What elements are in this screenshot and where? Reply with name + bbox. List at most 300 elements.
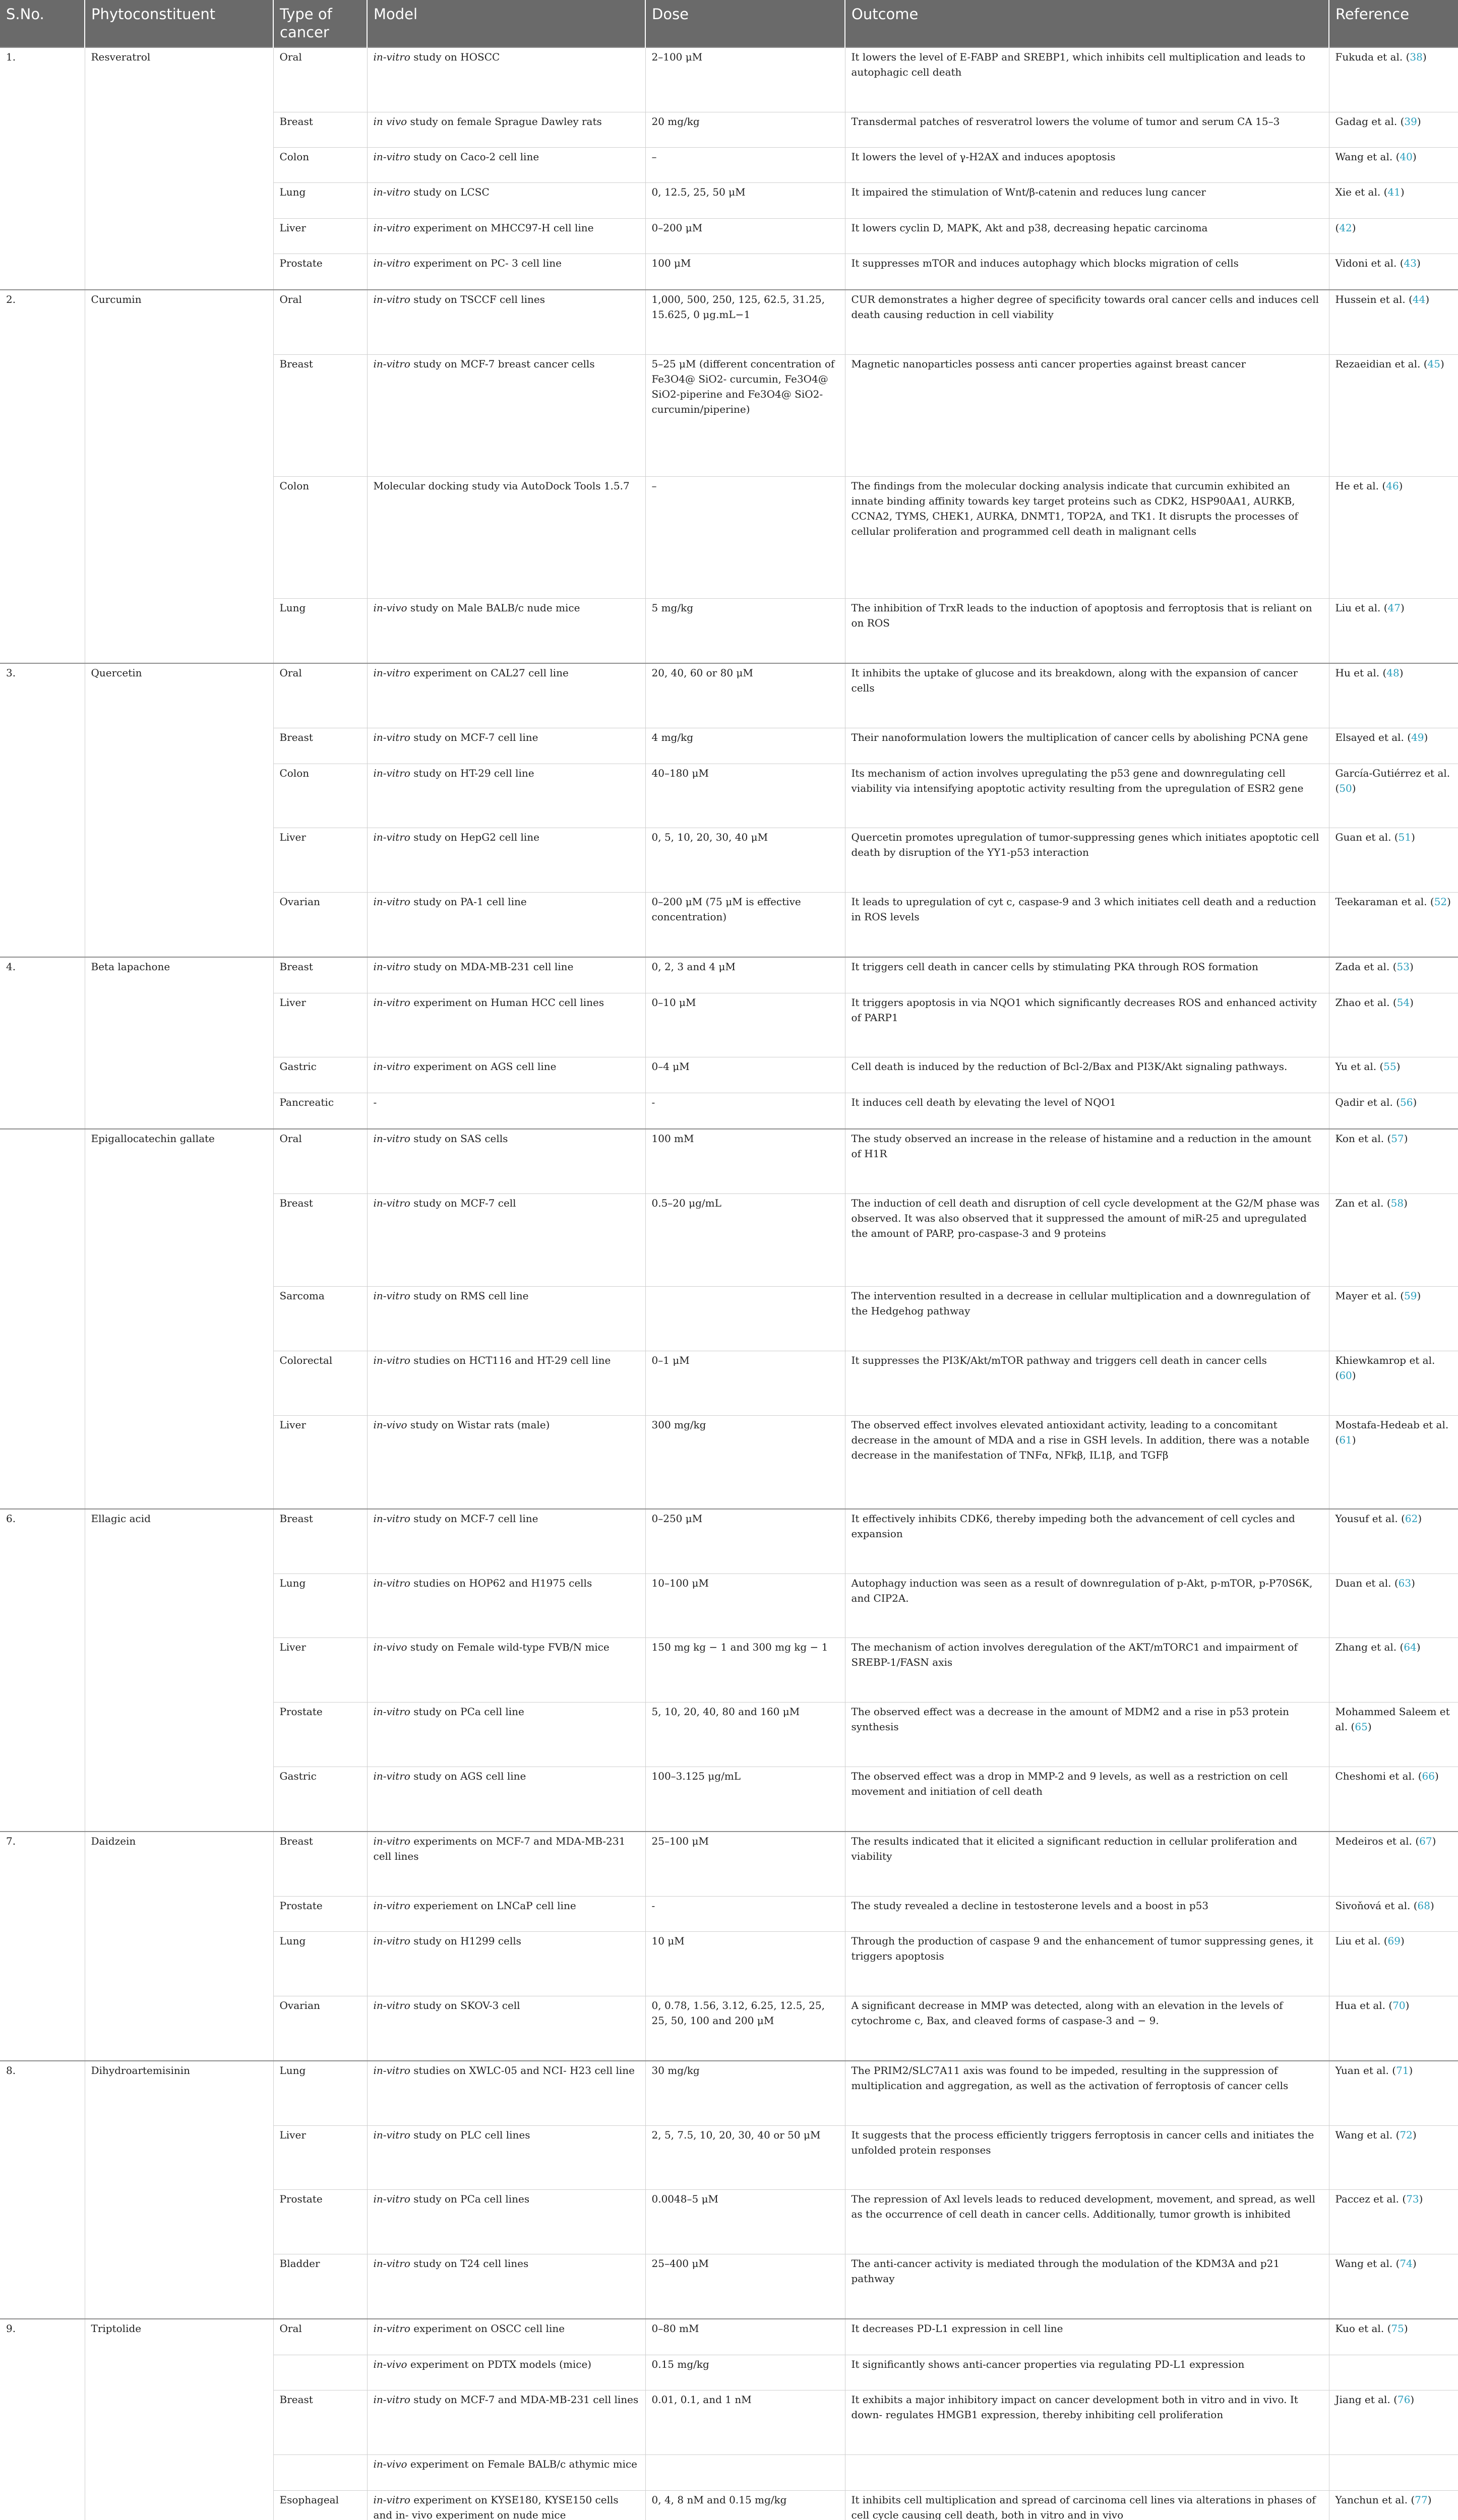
cancer-type-cell: Ovarian: [273, 892, 367, 957]
model-cell: in-vivo experiment on Female BALB/c athymic mice: [367, 2455, 645, 2490]
reference-cell: Jiang et al. (76): [1329, 2390, 1458, 2455]
dose-cell: 5 mg/kg: [645, 599, 845, 664]
cancer-type-cell: Colon: [273, 477, 367, 599]
dose-cell: 0–1 μM: [645, 1351, 845, 1416]
dose-cell: 30 mg/kg: [645, 2061, 845, 2126]
cancer-type-cell: Breast: [273, 957, 367, 993]
reference-cell: Qadir et al. (56): [1329, 1093, 1458, 1128]
model-cell: in-vivo experiment on PDTX models (mice): [367, 2355, 645, 2390]
header-row: [0, 0, 1458, 47]
dose-cell: 4 mg/kg: [645, 728, 845, 764]
dose-cell: 20, 40, 60 or 80 μM: [645, 663, 845, 728]
phytoconstituent-cell: Beta lapachone: [85, 957, 273, 1129]
outcome-cell: It lowers cyclin D, MAPK, Akt and p38, decreasing hepatic carcinoma: [845, 218, 1329, 254]
dose-cell: 0.5–20 μg/mL: [645, 1193, 845, 1287]
reference-author: Zhao et al.: [1335, 996, 1390, 1009]
outcome-cell: [845, 2455, 1329, 2490]
dose-cell: 100 μM: [645, 254, 845, 290]
cancer-type-cell: Gastric: [273, 1057, 367, 1093]
reference-cell: [1329, 2355, 1458, 2390]
outcome-cell: Cell death is induced by the reduction of Bcl-2/Bax and PI3K/Akt signaling pathways.: [845, 1057, 1329, 1093]
model-cell: in-vitro experiment on PC- 3 cell line: [367, 254, 645, 290]
outcome-cell: The observed effect involves elevated antioxidant activity, leading to a concomitant decrease in the amount of MDA and a rise in GSH levels. In addition, there was a notable decrease in the manifestation of TNFα, NFkβ, IL1β, and TGFβ: [845, 1415, 1329, 1509]
dose-cell: 0.15 mg/kg: [645, 2355, 845, 2390]
serial-number-cell: 6.: [0, 1509, 85, 1832]
dose-cell: 100–3.125 μg/mL: [645, 1767, 845, 1832]
model-cell: in-vitro study on SAS cells: [367, 1129, 645, 1194]
reference-link[interactable]: 64: [1404, 1641, 1417, 1654]
reference-cell: Elsayed et al. (49): [1329, 728, 1458, 764]
outcome-cell: It exhibits a major inhibitory impact on cancer development both in vitro and in vivo. It down- regulates HMGB1 expression, thereby inhibiting cell proliferation: [845, 2390, 1329, 2455]
reference-author: Liu et al.: [1335, 602, 1381, 614]
reference-author: Jiang et al.: [1335, 2393, 1390, 2406]
reference-link[interactable]: 51: [1398, 831, 1412, 844]
dose-cell: 0.0048–5 μM: [645, 2190, 845, 2254]
dose-cell: 0, 0.78, 1.56, 3.12, 6.25, 12.5, 25, 25, 50, 100 and 200 μM: [645, 1996, 845, 2061]
cancer-type-cell: Liver: [273, 993, 367, 1057]
dose-cell: 2–100 μM: [645, 47, 845, 112]
model-cell: in-vitro study on PLC cell lines: [367, 2125, 645, 2190]
outcome-cell: The repression of Axl levels leads to reduced development, movement, and spread, as well as the occurrence of cell death in cancer cells. Additionally, tumor growth is inhibited: [845, 2190, 1329, 2254]
reference-author: Yuan et al.: [1335, 2064, 1389, 2076]
outcome-cell: Through the production of caspase 9 and the enhancement of tumor suppressing genes, it triggers apoptosis: [845, 1932, 1329, 1996]
reference-cell: Wang et al. (74): [1329, 2254, 1458, 2319]
dose-cell: 0–250 μM: [645, 1509, 845, 1574]
reference-link[interactable]: 45: [1427, 358, 1440, 370]
model-cell: in-vitro study on MCF-7 and MDA-MB-231 cell lines: [367, 2390, 645, 2455]
outcome-cell: It lowers the level of E-FABP and SREBP1, which inhibits cell multiplication and leads to autophagic cell death: [845, 47, 1329, 112]
reference-link[interactable]: 47: [1387, 602, 1401, 614]
reference-link[interactable]: 43: [1404, 257, 1417, 270]
outcome-cell: The PRIM2/SLC7A11 axis was found to be impeded, resulting in the suppression of multiplication and aggregation, as well as the activation of ferroptosis of cancer cells: [845, 2061, 1329, 2126]
reference-link[interactable]: 68: [1417, 1899, 1430, 1912]
cancer-type-cell: Colon: [273, 148, 367, 183]
table-row: [0, 2061, 1458, 2126]
cancer-type-cell: Prostate: [273, 1703, 367, 1767]
outcome-cell: The study revealed a decline in testosterone levels and a boost in p53: [845, 1896, 1329, 1931]
reference-link[interactable]: 39: [1404, 115, 1417, 128]
header-reference: Reference: [1329, 0, 1458, 47]
dose-cell: 5–25 μM (different concentration of Fe3O4@ SiO2- curcumin, Fe3O4@ SiO2-piperine and Fe3O4@ SiO2-curcumin/piperine): [645, 355, 845, 477]
cancer-type-cell: Breast: [273, 355, 367, 477]
dose-cell: 0, 2, 3 and 4 μM: [645, 957, 845, 993]
cancer-type-cell: Oral: [273, 2319, 367, 2355]
outcome-cell: It inhibits the uptake of glucose and its breakdown, along with the expansion of cancer cells: [845, 663, 1329, 728]
outcome-cell: It suppresses mTOR and induces autophagy which blocks migration of cells: [845, 254, 1329, 290]
cancer-type-cell: Oral: [273, 47, 367, 112]
cancer-type-cell: Lung: [273, 599, 367, 664]
outcome-cell: Its mechanism of action involves upregulating the p53 gene and downregulating cell viability via intensifying apoptotic activity resulting from the upregulation of ESR2 gene: [845, 764, 1329, 828]
reference-author: Medeiros et al.: [1335, 1835, 1412, 1847]
reference-author: Yousuf et al.: [1335, 1512, 1398, 1525]
reference-cell: [1329, 2455, 1458, 2490]
cancer-type-cell: Oral: [273, 1129, 367, 1194]
outcome-cell: The inhibition of TrxR leads to the induction of apoptosis and ferroptosis that is reliant on on ROS: [845, 599, 1329, 664]
reference-cell: Liu et al. (69): [1329, 1932, 1458, 1996]
outcome-cell: Their nanoformulation lowers the multiplication of cancer cells by abolishing PCNA gene: [845, 728, 1329, 764]
dose-cell: 1,000, 500, 250, 125, 62.5, 31.25, 15.625, 0 μg.mL−1: [645, 290, 845, 355]
reference-cell: Yousuf et al. (62): [1329, 1509, 1458, 1574]
reference-author: Gadag et al.: [1335, 115, 1398, 128]
outcome-cell: Magnetic nanoparticles possess anti cancer properties against breast cancer: [845, 355, 1329, 477]
reference-cell: Zada et al. (53): [1329, 957, 1458, 993]
model-cell: in-vitro study on MCF-7 cell line: [367, 728, 645, 764]
reference-link[interactable]: 54: [1396, 996, 1410, 1009]
dose-cell: 20 mg/kg: [645, 112, 845, 147]
phytoconstituent-cell: Quercetin: [85, 663, 273, 957]
reference-cell: Guan et al. (51): [1329, 828, 1458, 893]
cancer-type-cell: Liver: [273, 2125, 367, 2190]
reference-link[interactable]: 77: [1415, 2493, 1428, 2506]
cancer-type-cell: Bladder: [273, 2254, 367, 2319]
header-dose: Dose: [645, 0, 845, 47]
model-cell: in-vitro study on Caco-2 cell line: [367, 148, 645, 183]
reference-cell: Khiewkamrop et al. (60): [1329, 1351, 1458, 1416]
reference-author: Guan et al.: [1335, 831, 1391, 844]
reference-cell: Xie et al. (41): [1329, 183, 1458, 218]
cancer-type-cell: Breast: [273, 1509, 367, 1574]
reference-author: Duan et al.: [1335, 1577, 1391, 1589]
model-cell: in-vitro study on T24 cell lines: [367, 2254, 645, 2319]
outcome-cell: The findings from the molecular docking analysis indicate that curcumin exhibited an innate binding affinity towards key target proteins such as CDK2, HSP90AA1, AURKB, CCNA2, TYMS, CHEK1, AURKA, DNMT1, TOP2A, and TK1. It disrupts the processes of cellular proliferation and programmed cell death in malignant cells: [845, 477, 1329, 599]
cancer-type-cell: Lung: [273, 1932, 367, 1996]
reference-link[interactable]: 48: [1386, 667, 1400, 679]
cancer-type-cell: Liver: [273, 1638, 367, 1703]
reference-author: Khiewkamrop et al.: [1335, 1354, 1435, 1367]
reference-cell: Mohammed Saleem et al. (65): [1329, 1703, 1458, 1767]
model-cell: in-vitro experiment on OSCC cell line: [367, 2319, 645, 2355]
reference-author: Zan et al.: [1335, 1196, 1384, 1209]
reference-link[interactable]: 66: [1422, 1770, 1435, 1782]
reference-link[interactable]: 75: [1391, 2322, 1404, 2335]
outcome-cell: Quercetin promotes upregulation of tumor-suppressing genes which initiates apoptotic cell death by disruption of the YY1-p53 interaction: [845, 828, 1329, 893]
reference-author: Fukuda et al.: [1335, 50, 1403, 63]
model-cell: in-vitro study on MCF-7 cell: [367, 1193, 645, 1287]
outcome-cell: A significant decrease in MMP was detected, along with an elevation in the levels of cytochrome c, Bax, and cleaved forms of caspase-3 and − 9.: [845, 1996, 1329, 2061]
reference-cell: Fukuda et al. (38): [1329, 47, 1458, 112]
dose-cell: –: [645, 148, 845, 183]
dose-cell: 10–100 μM: [645, 1573, 845, 1638]
phytoconstituent-cell: Daidzein: [85, 1832, 273, 2061]
table-row: [0, 1129, 1458, 1194]
reference-author: Zhang et al.: [1335, 1641, 1397, 1654]
outcome-cell: It suggests that the process efficiently triggers ferroptosis in cancer cells and initiates the unfolded protein responses: [845, 2125, 1329, 2190]
model-cell: in-vitro study on RMS cell line: [367, 1287, 645, 1351]
dose-cell: 0–200 μM (75 μM is effective concentration): [645, 892, 845, 957]
model-cell: in-vitro experiment on AGS cell line: [367, 1057, 645, 1093]
reference-link[interactable]: 42: [1339, 221, 1352, 234]
outcome-cell: The mechanism of action involves deregulation of the AKT/mTORC1 and impairment of SREBP-1/FASN axis: [845, 1638, 1329, 1703]
model-cell: in-vitro experiment on KYSE180, KYSE150 cells and in- vivo experiment on nude mice: [367, 2490, 645, 2520]
reference-link[interactable]: 70: [1392, 1999, 1406, 2011]
reference-link[interactable]: 63: [1398, 1577, 1412, 1589]
dose-cell: 0–10 μM: [645, 993, 845, 1057]
dose-cell: 0, 5, 10, 20, 30, 40 μM: [645, 828, 845, 893]
cancer-type-cell: Sarcoma: [273, 1287, 367, 1351]
reference-link[interactable]: 41: [1387, 186, 1401, 199]
reference-link[interactable]: 40: [1400, 151, 1413, 163]
cancer-type-cell: Breast: [273, 728, 367, 764]
serial-number-cell: 2.: [0, 290, 85, 663]
dose-cell: [645, 2455, 845, 2490]
outcome-cell: It leads to upregulation of cyt c, caspase-9 and 3 which initiates cell death and a reduction in ROS levels: [845, 892, 1329, 957]
outcome-cell: It triggers cell death in cancer cells by stimulating PKA through ROS formation: [845, 957, 1329, 993]
reference-cell: Teekaraman et al. (52): [1329, 892, 1458, 957]
reference-author: Rezaeidian et al.: [1335, 358, 1421, 370]
model-cell: in-vitro study on MCF-7 cell line: [367, 1509, 645, 1574]
dose-cell: 0–80 mM: [645, 2319, 845, 2355]
reference-cell: Rezaeidian et al. (45): [1329, 355, 1458, 477]
model-cell: in-vitro studies on HOP62 and H1975 cells: [367, 1573, 645, 1638]
dose-cell: 0–200 μM: [645, 218, 845, 254]
reference-author: Mohammed Saleem et al.: [1335, 1706, 1450, 1733]
reference-author: Paccez et al.: [1335, 2193, 1400, 2206]
reference-cell: Medeiros et al. (67): [1329, 1832, 1458, 1897]
dose-cell: 150 mg kg − 1 and 300 mg kg − 1: [645, 1638, 845, 1703]
cancer-type-cell: Colon: [273, 764, 367, 828]
reference-link[interactable]: 55: [1383, 1060, 1396, 1073]
outcome-cell: It effectively inhibits CDK6, thereby impeding both the advancement of cell cycles and expansion: [845, 1509, 1329, 1574]
serial-number-cell: 3.: [0, 663, 85, 957]
reference-cell: Hussein et al. (44): [1329, 290, 1458, 355]
dose-cell: [645, 1287, 845, 1351]
reference-author: Zada et al.: [1335, 960, 1390, 973]
outcome-cell: It significantly shows anti-cancer properties via regulating PD-L1 expression: [845, 2355, 1329, 2390]
reference-author: Mayer et al.: [1335, 1290, 1397, 1302]
outcome-cell: It lowers the level of γ-H2AX and induces apoptosis: [845, 148, 1329, 183]
outcome-cell: Autophagy induction was seen as a result of downregulation of p-Akt, p-mTOR, p-P70S6K, and CIP2A.: [845, 1573, 1329, 1638]
model-cell: in-vivo study on Male BALB/c nude mice: [367, 599, 645, 664]
serial-number-cell: 1.: [0, 47, 85, 290]
dose-cell: 0, 12.5, 25, 50 μM: [645, 183, 845, 218]
phytoconstituent-cell: Epigallocatechin gallate: [85, 1129, 273, 1509]
reference-link[interactable]: 60: [1339, 1369, 1352, 1382]
model-cell: in-vitro study on LCSC: [367, 183, 645, 218]
outcome-cell: The observed effect was a decrease in the amount of MDM2 and a rise in p53 protein synthesis: [845, 1703, 1329, 1767]
table-row: [0, 957, 1458, 993]
reference-link[interactable]: 73: [1406, 2193, 1419, 2206]
cancer-type-cell: Prostate: [273, 2190, 367, 2254]
reference-cell: Duan et al. (63): [1329, 1573, 1458, 1638]
reference-author: García-Gutiérrez et al.: [1335, 767, 1450, 779]
reference-link[interactable]: 50: [1339, 782, 1352, 794]
cancer-type-cell: Prostate: [273, 254, 367, 290]
reference-cell: (42): [1329, 218, 1458, 254]
dose-cell: 2, 5, 7.5, 10, 20, 30, 40 or 50 μM: [645, 2125, 845, 2190]
outcome-cell: It inhibits cell multiplication and spread of carcinoma cell lines via alterations in phases of cell cycle causing cell death, both in vitro and in vivo: [845, 2490, 1329, 2520]
dose-cell: –: [645, 477, 845, 599]
model-cell: in-vitro studies on HCT116 and HT-29 cell line: [367, 1351, 645, 1416]
reference-cell: Yanchun et al. (77): [1329, 2490, 1458, 2520]
cancer-type-cell: Liver: [273, 828, 367, 893]
table-row: [0, 290, 1458, 355]
reference-link[interactable]: 56: [1400, 1096, 1413, 1108]
reference-author: Kon et al.: [1335, 1132, 1384, 1145]
reference-link[interactable]: 52: [1434, 895, 1447, 908]
reference-author: Kuo et al.: [1335, 2322, 1384, 2335]
table-row: [0, 663, 1458, 728]
reference-author: Qadir et al.: [1335, 1096, 1393, 1108]
reference-cell: Hu et al. (48): [1329, 663, 1458, 728]
cancer-type-cell: Lung: [273, 1573, 367, 1638]
reference-link[interactable]: 46: [1386, 480, 1399, 492]
model-cell: in-vitro study on H1299 cells: [367, 1932, 645, 1996]
reference-cell: Mostafa-Hedeab et al. (61): [1329, 1415, 1458, 1509]
reference-author: Mostafa-Hedeab et al.: [1335, 1418, 1449, 1431]
reference-cell: García-Gutiérrez et al. (50): [1329, 764, 1458, 828]
outcome-cell: The study observed an increase in the release of histamine and a reduction in the amount of H1R: [845, 1129, 1329, 1194]
model-cell: in vivo study on female Sprague Dawley rats: [367, 112, 645, 147]
reference-cell: Hua et al. (70): [1329, 1996, 1458, 2061]
reference-link[interactable]: 74: [1400, 2257, 1413, 2270]
reference-link[interactable]: 38: [1410, 50, 1423, 63]
outcome-cell: Transdermal patches of resveratrol lowers the volume of tumor and serum CA 15–3: [845, 112, 1329, 147]
model-cell: in-vitro experiments on MCF-7 and MDA-MB-231 cell lines: [367, 1832, 645, 1897]
cancer-type-cell: Breast: [273, 1193, 367, 1287]
reference-cell: He et al. (46): [1329, 477, 1458, 599]
cancer-type-cell: Liver: [273, 218, 367, 254]
model-cell: in-vitro study on SKOV-3 cell: [367, 1996, 645, 2061]
cancer-type-cell: Breast: [273, 112, 367, 147]
model-cell: in-vitro study on PCa cell line: [367, 1703, 645, 1767]
reference-cell: Wang et al. (40): [1329, 148, 1458, 183]
serial-number-cell: [0, 1129, 85, 1509]
reference-cell: Cheshomi et al. (66): [1329, 1767, 1458, 1832]
cancer-type-cell: Ovarian: [273, 1996, 367, 2061]
dose-cell: 300 mg/kg: [645, 1415, 845, 1509]
reference-link[interactable]: 58: [1390, 1196, 1404, 1209]
reference-link[interactable]: 69: [1387, 1935, 1401, 1947]
reference-author: Hussein et al.: [1335, 293, 1406, 306]
outcome-cell: It suppresses the PI3K/Akt/mTOR pathway and triggers cell death in cancer cells: [845, 1351, 1329, 1416]
outcome-cell: It impaired the stimulation of Wnt/β-catenin and reduces lung cancer: [845, 183, 1329, 218]
header-model: Model: [367, 0, 645, 47]
model-cell: in-vitro study on HOSCC: [367, 47, 645, 112]
model-cell: in-vivo study on Female wild-type FVB/N mice: [367, 1638, 645, 1703]
cancer-type-cell: Breast: [273, 1832, 367, 1897]
reference-cell: Paccez et al. (73): [1329, 2190, 1458, 2254]
cancer-type-cell: Gastric: [273, 1767, 367, 1832]
reference-cell: Zhang et al. (64): [1329, 1638, 1458, 1703]
model-cell: in-vitro study on HepG2 cell line: [367, 828, 645, 893]
reference-link[interactable]: 49: [1411, 731, 1424, 744]
reference-link[interactable]: 57: [1391, 1132, 1404, 1145]
model-cell: in-vitro study on TSCCF cell lines: [367, 290, 645, 355]
dose-cell: 0.01, 0.1, and 1 nM: [645, 2390, 845, 2455]
model-cell: in-vitro experiment on MHCC97-H cell line: [367, 218, 645, 254]
cancer-type-cell: Oral: [273, 290, 367, 355]
serial-number-cell: 7.: [0, 1832, 85, 2061]
dose-cell: 10 μM: [645, 1932, 845, 1996]
reference-author: Teekaraman et al.: [1335, 895, 1427, 908]
header-sno: S.No.: [0, 0, 85, 47]
reference-link[interactable]: 62: [1405, 1512, 1418, 1525]
reference-cell: Liu et al. (47): [1329, 599, 1458, 664]
dose-cell: 25–100 μM: [645, 1832, 845, 1897]
cancer-type-cell: Pancreatic: [273, 1093, 367, 1128]
reference-link[interactable]: 67: [1419, 1835, 1432, 1847]
dose-cell: 100 mM: [645, 1129, 845, 1194]
outcome-cell: The induction of cell death and disruption of cell cycle development at the G2/M phase was observed. It was also observed that it suppressed the amount of miR-25 and upregulated the amount of PARP, pro-caspase-3 and 9 proteins: [845, 1193, 1329, 1287]
outcome-cell: The results indicated that it elicited a significant reduction in cellular proliferation and viability: [845, 1832, 1329, 1897]
cancer-type-cell: Liver: [273, 1415, 367, 1509]
reference-cell: Sivoňová et al. (68): [1329, 1896, 1458, 1931]
reference-author: Yanchun et al.: [1335, 2493, 1408, 2506]
cancer-type-cell: Oral: [273, 663, 367, 728]
phytoconstituent-cell: Resveratrol: [85, 47, 273, 290]
cancer-type-cell: [273, 2455, 367, 2490]
header-phytoconstituent: Phytoconstituent: [85, 0, 273, 47]
outcome-cell: CUR demonstrates a higher degree of specificity towards oral cancer cells and induces cell death causing reduction in cell viability: [845, 290, 1329, 355]
reference-link[interactable]: 44: [1412, 293, 1426, 306]
table-body: [0, 47, 1458, 2520]
model-cell: in-vivo study on Wistar rats (male): [367, 1415, 645, 1509]
reference-cell: Yu et al. (55): [1329, 1057, 1458, 1093]
reference-link[interactable]: 61: [1339, 1433, 1352, 1446]
reference-author: Wang et al.: [1335, 151, 1393, 163]
reference-link[interactable]: 71: [1396, 2064, 1409, 2076]
phytoconstituent-cell: Curcumin: [85, 290, 273, 663]
outcome-cell: It decreases PD-L1 expression in cell line: [845, 2319, 1329, 2355]
reference-author: Hua et al.: [1335, 1999, 1386, 2011]
reference-author: Sivoňová et al.: [1335, 1899, 1411, 1912]
model-cell: in-vitro study on HT-29 cell line: [367, 764, 645, 828]
reference-author: Vidoni et al.: [1335, 257, 1397, 270]
outcome-cell: It triggers apoptosis in via NQO1 which significantly decreases ROS and enhanced activity of PARP1: [845, 993, 1329, 1057]
model-cell: in-vitro experiement on LNCaP cell line: [367, 1896, 645, 1931]
reference-cell: Zan et al. (58): [1329, 1193, 1458, 1287]
phytoconstituent-cell: Ellagic acid: [85, 1509, 273, 1832]
outcome-cell: It induces cell death by elevating the level of NQO1: [845, 1093, 1329, 1128]
model-cell: in-vitro studies on XWLC-05 and NCI- H23 cell line: [367, 2061, 645, 2126]
reference-link[interactable]: 76: [1397, 2393, 1411, 2406]
reference-cell: Gadag et al. (39): [1329, 112, 1458, 147]
reference-link[interactable]: 65: [1355, 1721, 1368, 1733]
reference-cell: Kon et al. (57): [1329, 1129, 1458, 1194]
header-outcome: Outcome: [845, 0, 1329, 47]
outcome-cell: The intervention resulted in a decrease in cellular multiplication and a downregulation of the Hedgehog pathway: [845, 1287, 1329, 1351]
model-cell: in-vitro experiment on CAL27 cell line: [367, 663, 645, 728]
reference-cell: Yuan et al. (71): [1329, 2061, 1458, 2126]
model-cell: -: [367, 1093, 645, 1128]
reference-link[interactable]: 53: [1396, 960, 1410, 973]
model-cell: in-vitro study on MCF-7 breast cancer cells: [367, 355, 645, 477]
reference-author: Hu et al.: [1335, 667, 1380, 679]
dose-cell: -: [645, 1093, 845, 1128]
reference-author: Liu et al.: [1335, 1935, 1381, 1947]
table-row: [0, 47, 1458, 112]
reference-author: Yu et al.: [1335, 1060, 1377, 1073]
dose-cell: 5, 10, 20, 40, 80 and 160 μM: [645, 1703, 845, 1767]
cancer-type-cell: Colorectal: [273, 1351, 367, 1416]
model-cell: Molecular docking study via AutoDock Tools 1.5.7: [367, 477, 645, 599]
dose-cell: 25–400 μM: [645, 2254, 845, 2319]
cancer-type-cell: Lung: [273, 2061, 367, 2126]
reference-author: Xie et al.: [1335, 186, 1381, 199]
reference-author: He et al.: [1335, 480, 1379, 492]
reference-author: Elsayed et al.: [1335, 731, 1404, 744]
table-row: [0, 1832, 1458, 1897]
serial-number-cell: 9.: [0, 2319, 85, 2520]
header-cancer-type: Type of cancer: [273, 0, 367, 47]
cancer-type-cell: Breast: [273, 2390, 367, 2455]
cancer-type-cell: Esophageal: [273, 2490, 367, 2520]
table-row: [0, 1509, 1458, 1574]
reference-link[interactable]: 72: [1400, 2128, 1413, 2141]
reference-link[interactable]: 59: [1404, 1290, 1417, 1302]
outcome-cell: The anti-cancer activity is mediated through the modulation of the KDM3A and p21 pathway: [845, 2254, 1329, 2319]
serial-number-cell: 8.: [0, 2061, 85, 2319]
